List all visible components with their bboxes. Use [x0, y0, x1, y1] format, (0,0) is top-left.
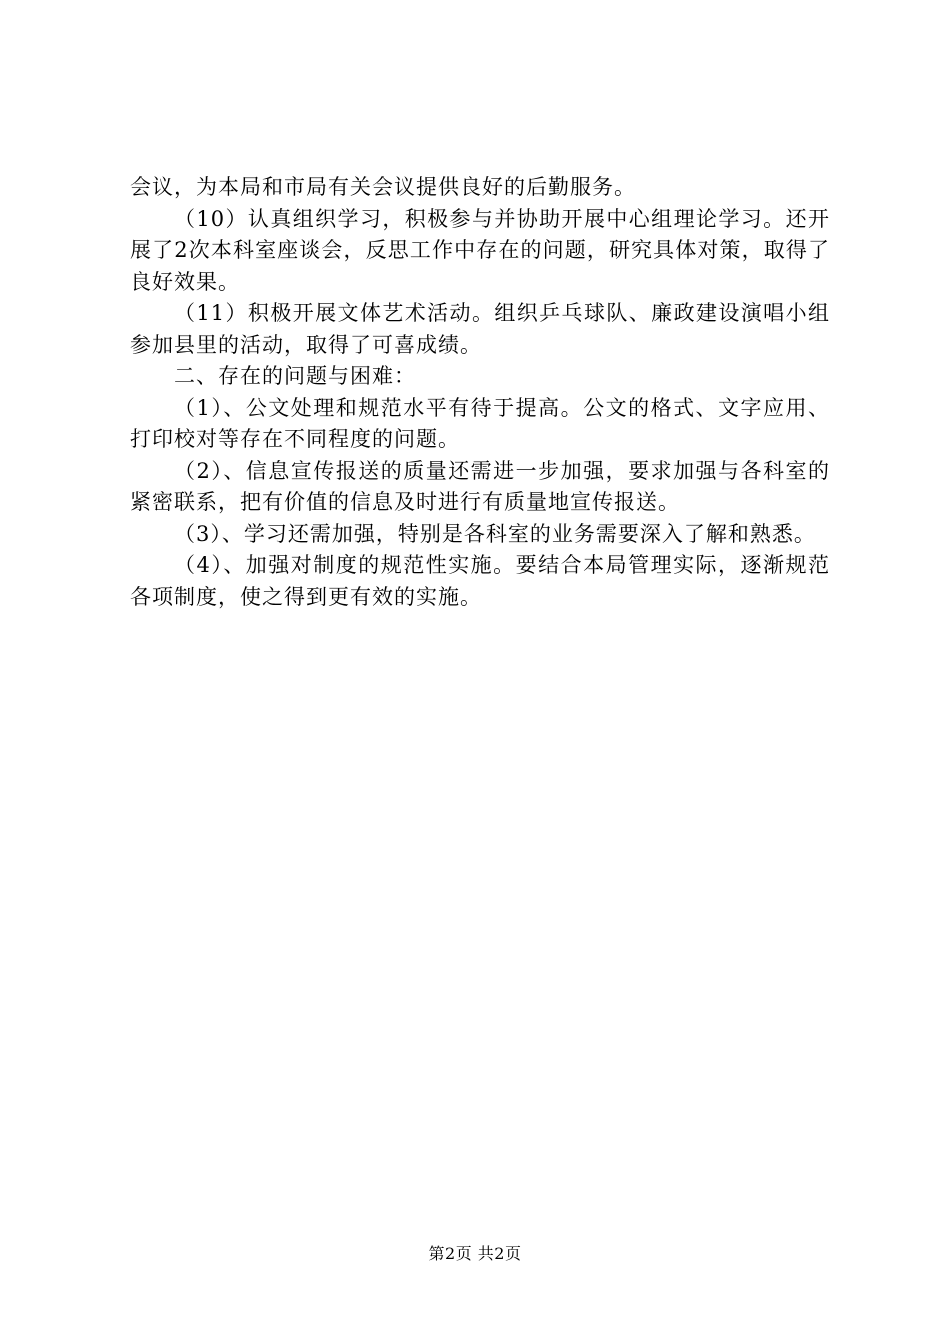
- page-number-footer: 第2页 共2页: [428, 1244, 522, 1263]
- document-body: [130, 172, 830, 613]
- paragraph-item-11: （11）积极开展文体艺术活动。组织乒乓球队、廉政建设演唱小组参加县里的活动，取得了可喜成绩。: [130, 301, 830, 357]
- paragraph-problem-3: （3）、学习还需加强，特别是各科室的业务需要深入了解和熟悉。: [174, 521, 816, 546]
- paragraph-problem-1: （1）、公文处理和规范水平有待于提高。公文的格式、文字应用、打印校对等存在不同程度的问题。: [130, 395, 830, 451]
- paragraph-problem-4: （4）、加强对制度的规范性实施。要结合本局管理实际，逐渐规范各项制度，使之得到更有效的实施。: [130, 553, 830, 609]
- paragraph-problem-2: （2）、信息宣传报送的质量还需进一步加强，要求加强与各科室的紧密联系，把有价值的信息及时进行有质量地宣传报送。: [130, 458, 830, 514]
- paragraph-continuation: 会议，为本局和市局有关会议提供良好的后勤服务。: [130, 175, 636, 199]
- section-heading-problems: 二、存在的问题与困难：: [174, 364, 416, 388]
- paragraph-item-10: （10）认真组织学习，积极参与并协助开展中心组理论学习。还开展了2次本科室座谈会，反思工作中存在的问题，研究具体对策，取得了良好效果。: [130, 206, 830, 294]
